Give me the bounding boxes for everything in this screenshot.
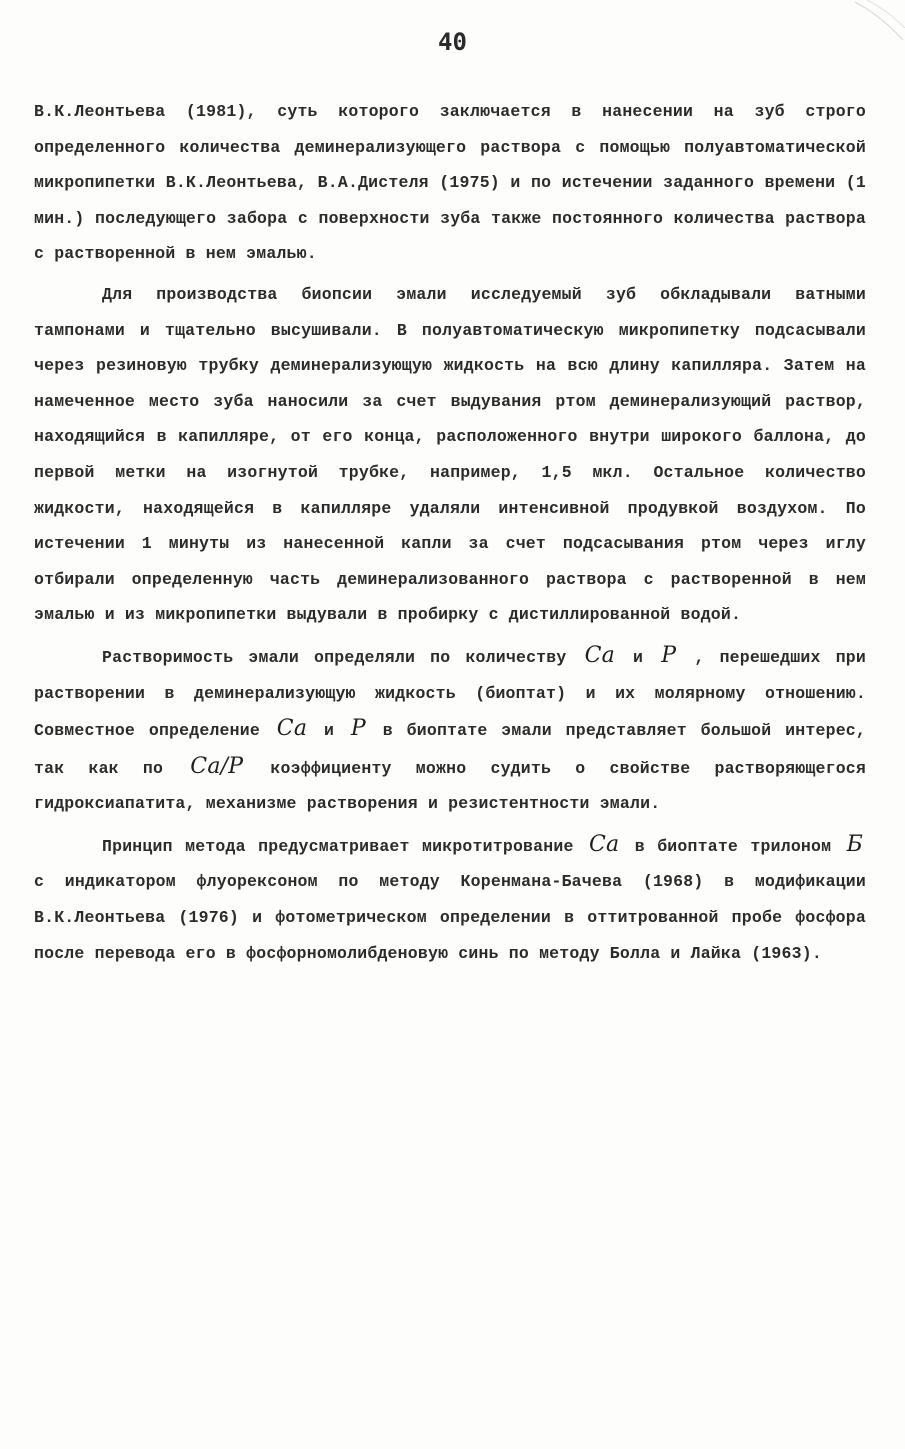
handwritten-symbol: P xyxy=(350,716,366,742)
paragraph-text: коэффициенту можно судить о свойстве растворяющегося гидроксиапатита, механизме растворения и резистентности эмали. xyxy=(34,758,866,814)
handwritten-symbol: Б xyxy=(846,831,863,857)
handwritten-symbol: Ca xyxy=(584,642,615,668)
paragraph-text: Принцип метода предусматривает микротитрование xyxy=(102,836,586,856)
paragraph-text: и xyxy=(617,647,659,667)
paragraph-text: В.К.Леонтьева (1981), суть которого заключается в нанесении на зуб строго определенного количества деминерализующего раствора с помощью полуавтоматической микропипетки В.К.Леонтьева, В.А.Дистеля (1975) и по истечении заданного времени (1 мин.) последующего забора с поверхности зуба также постоянного количества раствора с растворенной в нем эмалью. xyxy=(34,102,866,264)
handwritten-symbol: Ca xyxy=(588,831,620,857)
paragraph-text: , перешедших при растворении в деминерализующую жидкость (биоптат) и их молярному отношению. Совместное определение xyxy=(34,647,866,741)
paragraph xyxy=(34,827,866,971)
paragraph-text: Для производства биопсии эмали исследуемый зуб обкладывали ватными тампонами и тщательно высушивали. В полуавтоматическую микропипетку подсасывали через резиновую трубку деминерализующую жидкость на всю длину капилляра. Затем на намеченное место зуба наносили за счет выдувания ртом деминерализующий раствор, находящийся в капилляре, от его конца, расположенного внутри широкого баллона, до первой метки на изогнутой трубке, например, 1,5 мкл. Остальное количество жидкости, находящейся в капилляре удаляли интенсивной продувкой воздухом. По истечении 1 минуты из нанесенной капли за счет подсасывания ртом через иглу отбирали определенную часть деминерализованного раствора с растворенной в нем эмалью и из микропипетки выдували в пробирку с дистиллированной водой. xyxy=(34,284,866,625)
paragraph xyxy=(34,94,866,272)
paragraph-text: Растворимость эмали определяли по количеству xyxy=(102,647,582,667)
page-number: 40 xyxy=(438,28,467,56)
paragraph-text: в биоптате эмали представляет большой интерес, так как по xyxy=(34,721,866,778)
handwritten-symbol: Ca xyxy=(276,716,308,742)
paragraph-text: в биоптате трилоном xyxy=(622,836,844,856)
paragraph xyxy=(34,638,866,822)
paragraph xyxy=(34,277,866,633)
paragraph-text: и xyxy=(310,721,348,741)
handwritten-symbol: Ca/P xyxy=(190,753,244,779)
paragraph-text: с индикатором флуорексоном по методу Коренмана-Бачева (1968) в модификации В.К.Леонтьева (1976) и фотометрическом определении в оттитрованной пробе фосфора после перевода его в фосфорномолибденовую синь по методу Болла и Лайка (1963). xyxy=(34,872,866,963)
handwritten-symbol: P xyxy=(661,642,677,668)
body-text xyxy=(34,94,866,971)
